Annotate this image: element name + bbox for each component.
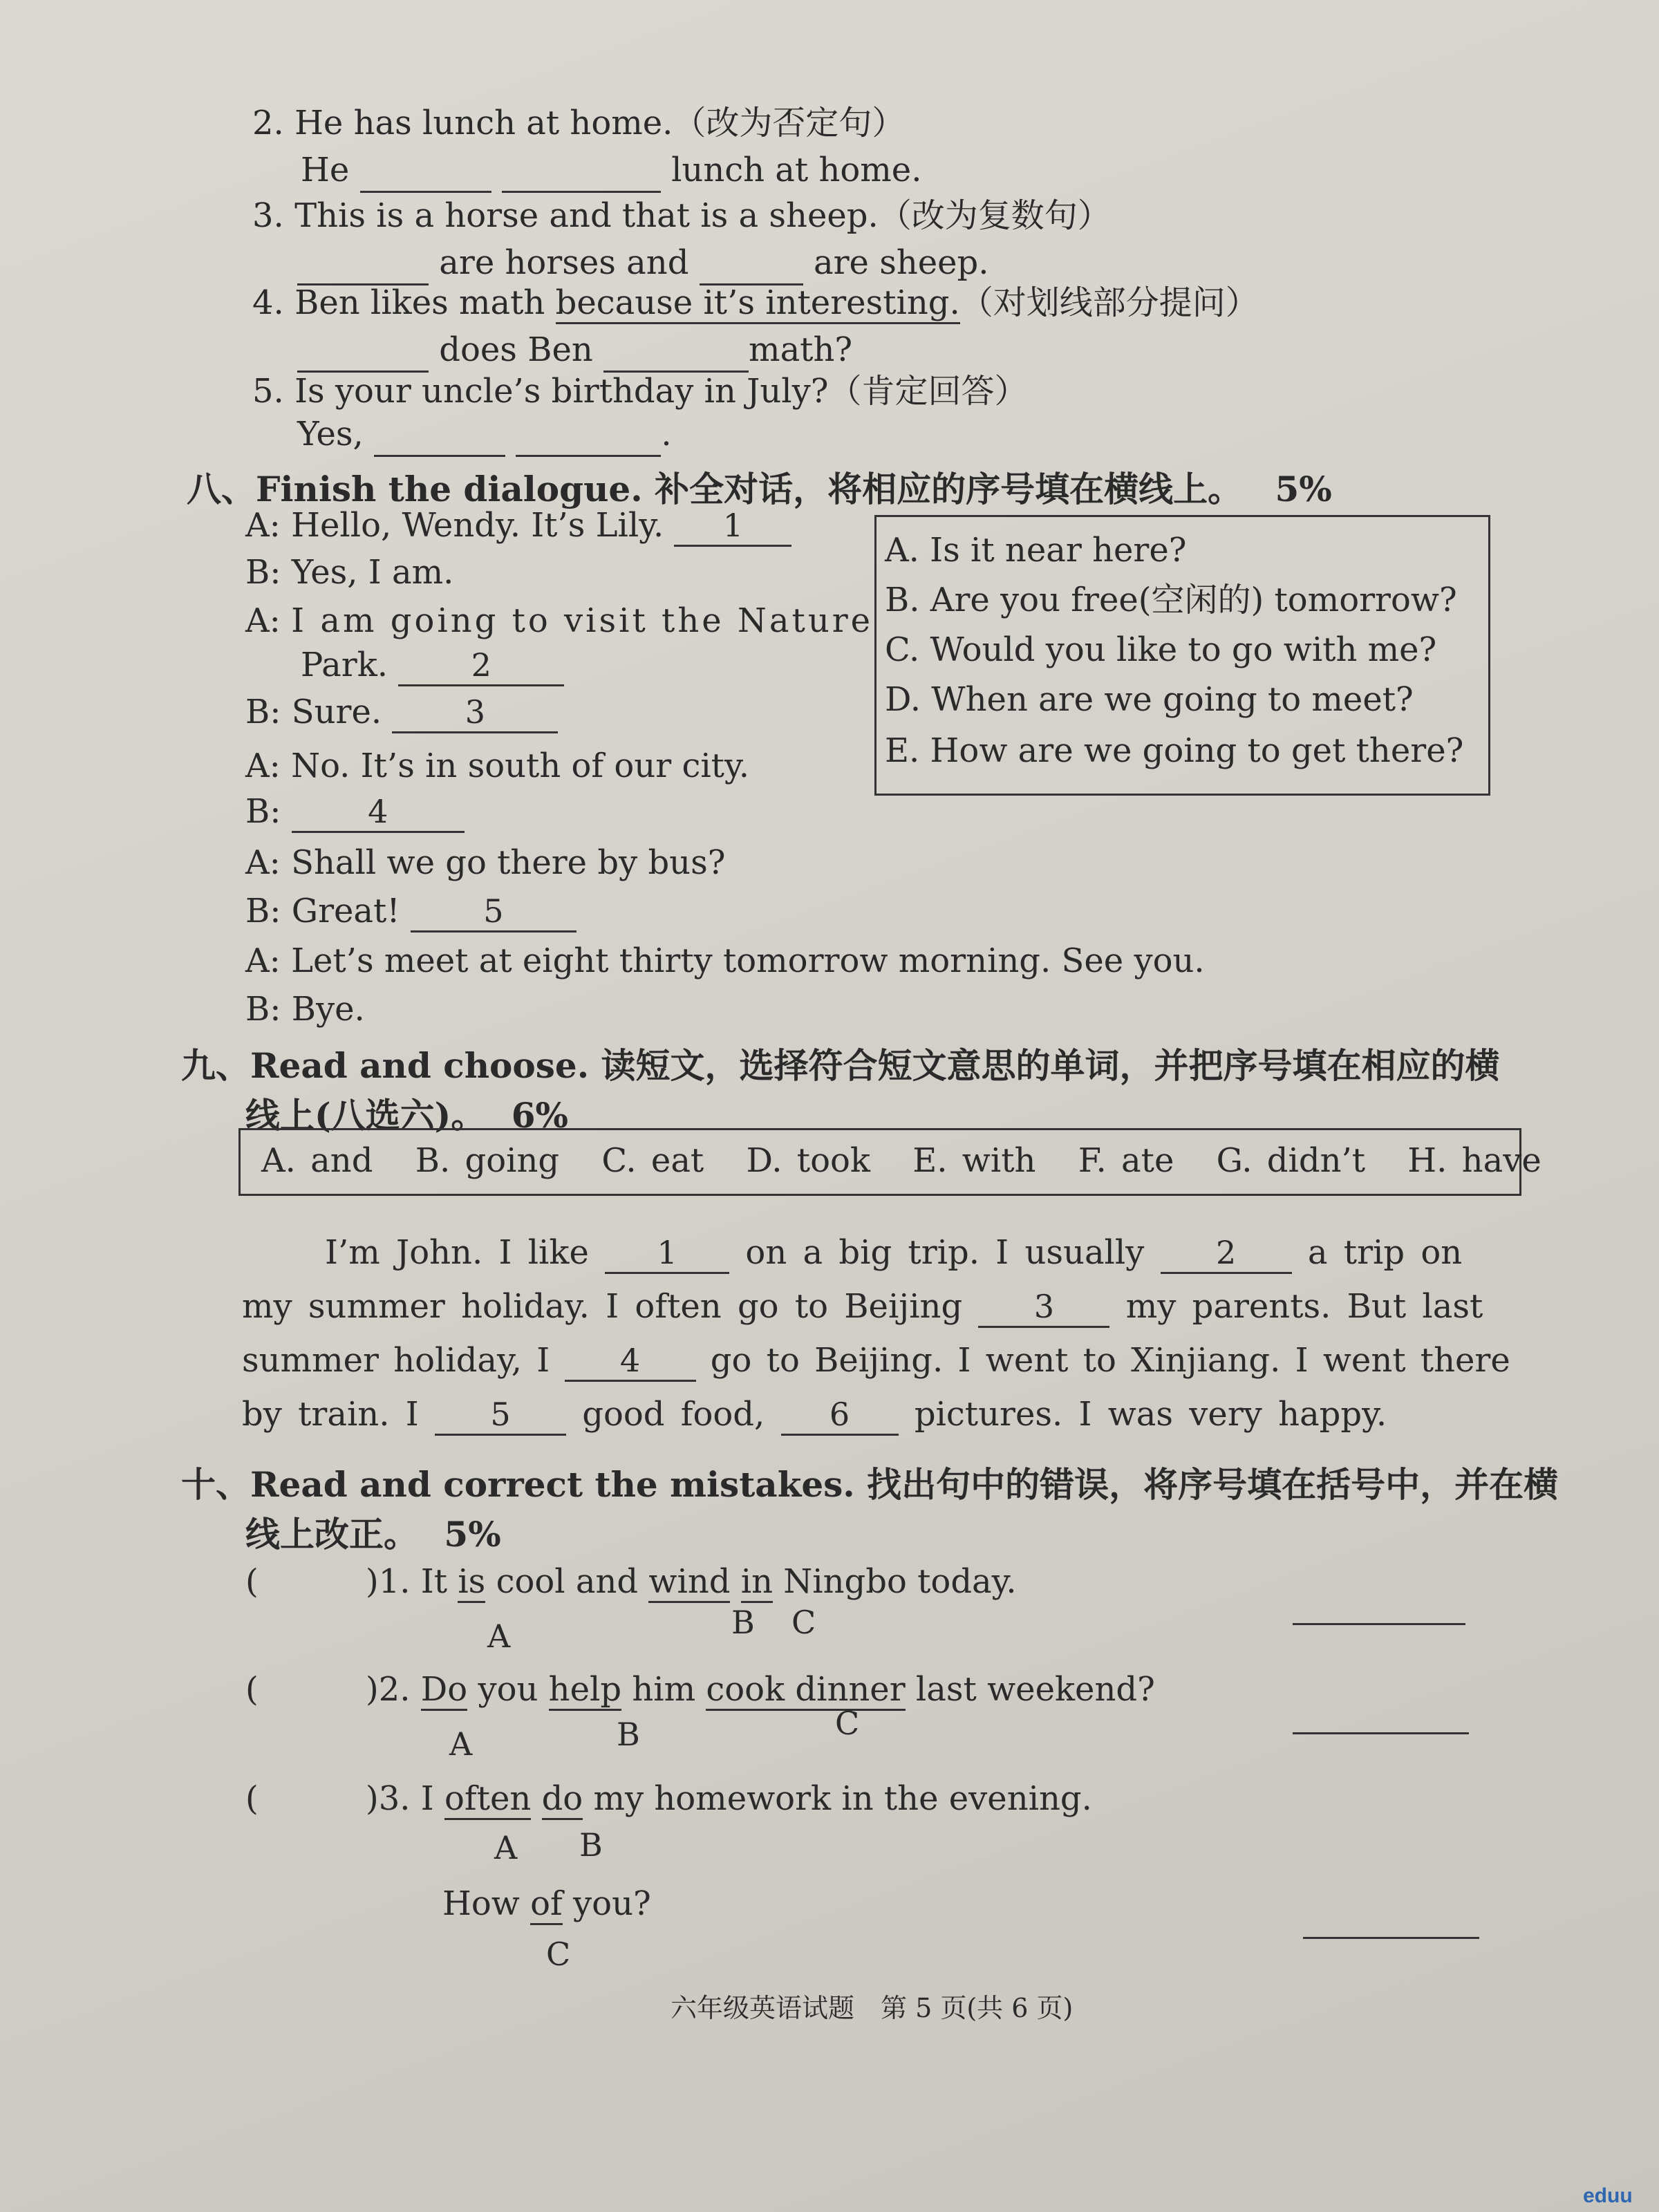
watermark-logo: eduu bbox=[1583, 2184, 1633, 2207]
dialogue-line-5 bbox=[245, 693, 558, 733]
correction-line-2[interactable] bbox=[1293, 1732, 1469, 1734]
marker-c: C bbox=[835, 1705, 860, 1742]
q2-text: He has lunch at home.（改为否定句） bbox=[294, 104, 906, 142]
correction-q2 bbox=[245, 1670, 1155, 1709]
marker-a: A bbox=[487, 1618, 511, 1655]
passage-blank-1[interactable]: 1 bbox=[605, 1234, 729, 1274]
part10-title-cn: 找出句中的错误，将序号填在括号中，并在横 bbox=[867, 1464, 1559, 1505]
marker-a: A bbox=[494, 1829, 518, 1866]
speaker-label: A: bbox=[245, 747, 281, 785]
word: cool and bbox=[496, 1562, 639, 1601]
q3-answer-line bbox=[297, 243, 989, 285]
dialogue-line-1 bbox=[245, 506, 791, 547]
passage-line-3 bbox=[242, 1341, 1510, 1382]
q3-answer-a: are horses and bbox=[439, 243, 689, 282]
speaker-label: A: bbox=[245, 843, 281, 882]
dialogue-blank-2[interactable]: 2 bbox=[398, 646, 564, 686]
q4-blank-2[interactable] bbox=[603, 330, 749, 373]
dialogue-text: Park. bbox=[301, 646, 388, 684]
part8-title-en: Finish the dialogue. bbox=[256, 469, 643, 509]
dialogue-line-4 bbox=[301, 646, 564, 686]
question-number: )3. bbox=[366, 1779, 411, 1818]
speaker-label: B: bbox=[245, 792, 281, 831]
passage-line-4 bbox=[242, 1395, 1387, 1436]
correction-q3-line2 bbox=[442, 1884, 651, 1923]
part9-title-en: Read and choose. bbox=[250, 1045, 590, 1086]
passage-blank-3[interactable]: 3 bbox=[978, 1288, 1109, 1328]
speaker-label: A: bbox=[245, 506, 281, 545]
passage-text: I’m John. I like bbox=[325, 1233, 589, 1272]
q4-number: 4. bbox=[252, 283, 284, 322]
passage-line-2 bbox=[242, 1287, 1483, 1328]
q3-blank-1[interactable] bbox=[297, 243, 429, 285]
word-d: D. took bbox=[746, 1141, 870, 1180]
correction-q1 bbox=[245, 1562, 1017, 1601]
correction-q3 bbox=[245, 1779, 1092, 1818]
q4-line bbox=[252, 283, 1259, 324]
word: It bbox=[420, 1562, 448, 1601]
q5-line bbox=[252, 372, 1028, 412]
passage-text: pictures. I was very happy. bbox=[914, 1395, 1387, 1434]
passage-text: my parents. But last bbox=[1125, 1287, 1483, 1326]
q4-answer-a: does Ben bbox=[439, 330, 593, 369]
underlined-word-b: wind bbox=[648, 1562, 730, 1603]
dialogue-text: Sure. bbox=[291, 693, 382, 731]
dialogue-text: Yes, I am. bbox=[291, 553, 454, 592]
part10-number: 十、 bbox=[181, 1464, 250, 1505]
passage-blank-4[interactable]: 4 bbox=[565, 1342, 696, 1382]
part8-number: 八、 bbox=[187, 469, 256, 509]
passage-text: on a big trip. I usually bbox=[745, 1233, 1145, 1272]
q3-number: 3. bbox=[252, 196, 284, 235]
underlined-word-c: of bbox=[530, 1884, 563, 1925]
dialogue-text: Great! bbox=[291, 892, 400, 930]
word-f: F. ate bbox=[1078, 1141, 1174, 1180]
question-number: )1. bbox=[366, 1562, 411, 1601]
dialogue-line-7 bbox=[245, 792, 465, 833]
q3-text: This is a horse and that is a sheep.（改为复数句） bbox=[294, 196, 1111, 235]
passage-text: good food, bbox=[582, 1395, 765, 1434]
word: him bbox=[632, 1670, 696, 1709]
marker-b: B bbox=[617, 1716, 640, 1753]
q2-number: 2. bbox=[252, 104, 284, 142]
q4-answer-line bbox=[297, 330, 852, 373]
passage-text: by train. I bbox=[242, 1395, 419, 1434]
underlined-word-c: cook dinner bbox=[706, 1670, 905, 1711]
word: I bbox=[420, 1779, 434, 1818]
word-h: H. have bbox=[1407, 1141, 1541, 1180]
speaker-label: B: bbox=[245, 553, 281, 592]
answer-bracket-open: ( bbox=[245, 1562, 259, 1601]
part9-title-cn-2: 线上(八选六)。 bbox=[245, 1095, 486, 1136]
dialogue-text: Shall we go there by bus? bbox=[291, 843, 726, 882]
part10-heading-line2 bbox=[245, 1507, 501, 1557]
word-b: B. going bbox=[415, 1141, 560, 1180]
underlined-word-c: in bbox=[741, 1562, 773, 1603]
word: my homework in the evening. bbox=[593, 1779, 1092, 1818]
part8-heading bbox=[187, 462, 1332, 512]
dialogue-blank-5[interactable]: 5 bbox=[411, 892, 577, 932]
dialogue-text: Bye. bbox=[291, 990, 365, 1029]
q5-answer-yes: Yes, bbox=[297, 415, 364, 453]
answer-bracket-space[interactable] bbox=[269, 1670, 366, 1709]
dialogue-text: No. It’s in south of our city. bbox=[291, 747, 749, 785]
word-a: A. and bbox=[261, 1141, 373, 1180]
part9-score: 6% bbox=[511, 1095, 569, 1136]
passage-blank-6[interactable]: 6 bbox=[781, 1396, 899, 1436]
marker-a: A bbox=[449, 1725, 473, 1763]
page-footer: 六年级英语试题 第 5 页(共 6 页) bbox=[671, 1993, 1074, 2023]
dialogue-text: Hello, Wendy. It’s Lily. bbox=[291, 506, 664, 545]
underlined-word-a: often bbox=[444, 1779, 531, 1820]
marker-c: C bbox=[546, 1936, 571, 1973]
dialogue-line-9 bbox=[245, 892, 577, 932]
correction-line-1[interactable] bbox=[1293, 1623, 1465, 1625]
option-d: D. When are we going to meet? bbox=[885, 680, 1414, 719]
q4-text-pre: Ben likes math bbox=[294, 283, 545, 322]
underlined-word-a: Do bbox=[421, 1670, 467, 1711]
q4-underlined-text: because it’s interesting. bbox=[556, 283, 960, 324]
word-bank bbox=[261, 1141, 1541, 1181]
dialogue-blank-3[interactable]: 3 bbox=[392, 693, 558, 733]
marker-b: B bbox=[731, 1604, 755, 1641]
q4-answer-b: math? bbox=[749, 330, 853, 369]
q2-answer-rest: lunch at home. bbox=[671, 151, 922, 189]
dialogue-blank-1[interactable]: 1 bbox=[674, 507, 791, 547]
dialogue-line-3 bbox=[245, 601, 873, 641]
dialogue-blank-4[interactable]: 4 bbox=[292, 793, 465, 833]
part10-score: 5% bbox=[444, 1514, 501, 1555]
marker-c: C bbox=[791, 1604, 816, 1641]
q5-blank-1[interactable] bbox=[374, 415, 505, 457]
speaker-label: B: bbox=[245, 693, 281, 731]
q3-answer-b: are sheep. bbox=[813, 243, 989, 282]
dialogue-line-8 bbox=[245, 843, 725, 883]
q5-period: . bbox=[661, 415, 672, 453]
q2-answer-he: He bbox=[301, 151, 350, 189]
part10-title-cn-2: 线上改正。 bbox=[245, 1514, 418, 1555]
word: you bbox=[478, 1670, 538, 1709]
q5-number: 5. bbox=[252, 372, 284, 411]
word: last weekend? bbox=[915, 1670, 1155, 1709]
option-e: E. How are we going to get there? bbox=[885, 731, 1464, 770]
option-b: B. Are you free(空闲的) tomorrow? bbox=[885, 581, 1457, 619]
underlined-word-b: help bbox=[549, 1670, 621, 1711]
underlined-word-a: is bbox=[458, 1562, 485, 1603]
passage-blank-2[interactable]: 2 bbox=[1161, 1234, 1292, 1274]
q4-blank-1[interactable] bbox=[297, 330, 429, 373]
marker-b: B bbox=[579, 1826, 603, 1864]
dialogue-line-11 bbox=[245, 990, 365, 1030]
q2-answer-line bbox=[301, 151, 921, 193]
part10-title-en: Read and correct the mistakes. bbox=[250, 1464, 855, 1505]
option-c: C. Would you like to go with me? bbox=[885, 630, 1437, 669]
passage-text: go to Beijing. I went to Xinjiang. I went there bbox=[710, 1341, 1510, 1380]
word: you? bbox=[573, 1884, 651, 1923]
part8-title-cn: 补全对话，将相应的序号填在横线上。 bbox=[655, 469, 1243, 509]
q2-blank-1[interactable] bbox=[360, 151, 491, 193]
part9-title-cn: 读短文，选择符合短文意思的单词，并把序号填在相应的横 bbox=[601, 1045, 1500, 1086]
q3-blank-2[interactable] bbox=[700, 243, 803, 285]
answer-bracket-open: ( bbox=[245, 1670, 259, 1709]
dialogue-text: Let’s meet at eight thirty tomorrow morning. See you. bbox=[291, 941, 1205, 980]
word-bank-box bbox=[238, 1128, 1541, 1196]
part9-heading bbox=[181, 1038, 1500, 1088]
question-number: )2. bbox=[366, 1670, 411, 1709]
passage-text: a trip on bbox=[1307, 1233, 1463, 1272]
word: Ningbo today. bbox=[783, 1562, 1017, 1601]
answer-bracket-space[interactable] bbox=[269, 1779, 366, 1818]
passage-text: summer holiday, I bbox=[242, 1341, 550, 1380]
passage-line-1 bbox=[325, 1233, 1462, 1274]
answer-bracket-open: ( bbox=[245, 1779, 259, 1818]
q5-text: Is your uncle’s birthday in July?（肯定回答） bbox=[294, 372, 1028, 411]
q5-blank-2[interactable] bbox=[516, 415, 661, 457]
speaker-label: A: bbox=[245, 941, 281, 980]
underlined-word-b: do bbox=[542, 1779, 583, 1820]
part10-heading bbox=[181, 1457, 1558, 1507]
q3-line bbox=[252, 196, 1111, 236]
q5-answer-line bbox=[297, 415, 672, 457]
dialogue-line-10 bbox=[245, 941, 1205, 982]
word-g: G. didn’t bbox=[1216, 1141, 1366, 1180]
part9-number: 九、 bbox=[181, 1045, 250, 1086]
speaker-label: A: bbox=[245, 601, 281, 640]
option-a: A. Is it near here? bbox=[885, 531, 1187, 570]
dialogue-line-6 bbox=[245, 747, 749, 787]
word-e: E. with bbox=[912, 1141, 1036, 1180]
part8-score: 5% bbox=[1275, 469, 1332, 509]
q4-text-post: （对划线部分提问） bbox=[959, 283, 1259, 322]
dialogue-options-box bbox=[874, 515, 1490, 796]
speaker-label: B: bbox=[245, 990, 281, 1029]
word: How bbox=[442, 1884, 520, 1923]
passage-text: my summer holiday. I often go to Beijing bbox=[242, 1287, 963, 1326]
q2-line bbox=[252, 104, 905, 144]
speaker-label: B: bbox=[245, 892, 281, 930]
passage-blank-5[interactable]: 5 bbox=[435, 1396, 566, 1436]
dialogue-line-2 bbox=[245, 553, 453, 593]
q2-blank-2[interactable] bbox=[502, 151, 661, 193]
answer-bracket-space[interactable] bbox=[269, 1562, 366, 1601]
correction-line-3[interactable] bbox=[1303, 1937, 1479, 1939]
dialogue-text: I am going to visit the Nature bbox=[291, 601, 874, 640]
word-c: C. eat bbox=[601, 1141, 704, 1180]
